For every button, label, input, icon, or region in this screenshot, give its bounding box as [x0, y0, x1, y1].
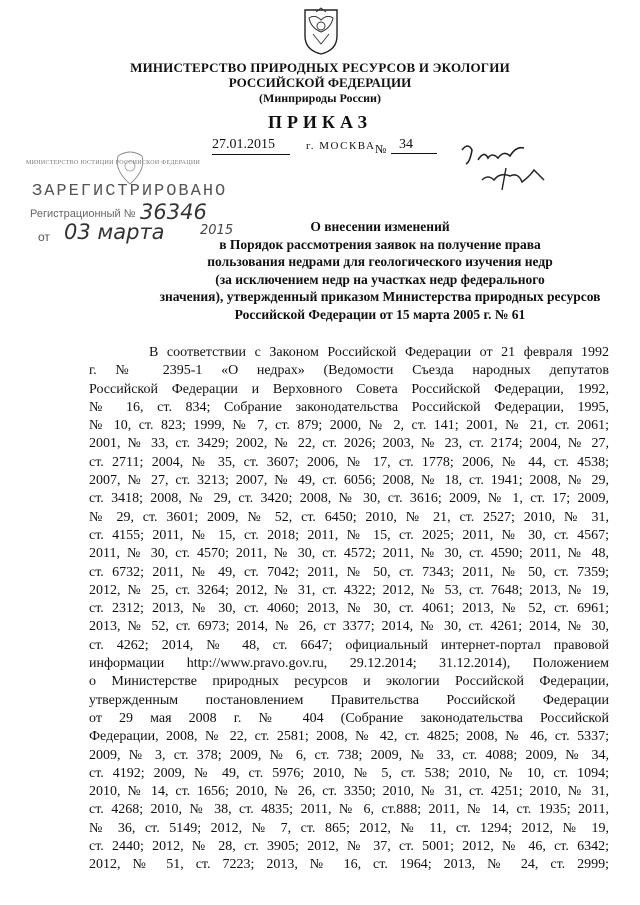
title-line: О внесении изменений — [310, 219, 450, 234]
document-title — [140, 218, 620, 323]
stamp-registered-label: ЗАРЕГИСТРИРОВАНО — [32, 182, 228, 201]
order-number-label: № — [375, 142, 387, 156]
body-line: 2012, № 25, ст. 3264; 2012, № 31, ст. 4322; 2012, № 53, ст. 7648; 2013, № 19, — [89, 582, 609, 598]
stamp-reg-number-label: Регистрационный № — [30, 208, 136, 220]
body-line: № 10, ст. 823; 1999, № 7, ст. 879; 2000, № 2, ст. 141; 2001, № 21, ст. 2061; — [89, 418, 609, 434]
body-line: ст. 4268; 2010, № 38, ст. 4835; 2011, № 6, ст.888; 2011, № 14, ст. 1935; 2011, — [89, 802, 609, 818]
order-number: 34 — [391, 137, 437, 154]
body-line: г. № 2395-1 «О недрах» (Ведомости Съезда народных депутатов — [89, 363, 609, 379]
body-line: 2010, № 14, ст. 1656; 2010, № 26, ст. 3350; 2010, № 31, ст. 4251; 2010, № 31, — [89, 784, 609, 800]
stamp-from-label: от — [38, 230, 50, 244]
order-city: г. МОСКВА — [306, 140, 376, 152]
body-line: № 36, ст. 5149; 2012, № 7, ст. 865; 2012, № 11, ст. 1294; 2012, № 19, — [89, 820, 609, 836]
stamp-reg-number: 36346 — [140, 200, 207, 224]
body-line: 2013, № 52, ст. 6973; 2014, № 26, ст 3377; 2014, № 30, ст. 4261; 2014, № 30, — [89, 619, 609, 635]
body-line: 2012, № 51, ст. 7223; 2013, № 16, ст. 1964; 2013, № 24, ст. 2999; — [89, 857, 609, 873]
body-line: ст. 2312; 2013, № 30, ст. 4060; 2013, № 30, ст. 4061; 2013, № 52, ст. 6961; — [89, 601, 609, 617]
ministry-short-name: (Минприроды России) — [259, 91, 381, 105]
body-line: ст. 2440; 2012, № 28, ст. 3905; 2012, № 37, ст. 5001; 2012, № 46, ст. 6342; — [89, 839, 609, 855]
body-line: Федерации, 2008, № 22, ст. 2581; 2008, № 42, ст. 4825; 2008, № 46, ст. 5337; — [89, 729, 609, 745]
body-line: 2001, № 33, ст. 3429; 2002, № 22, ст. 2026; 2003, № 23, ст. 2174; 2004, № 27, — [89, 436, 609, 452]
body-line: ст. 6732; 2011, № 49, ст. 7042; 2011, № 50, ст. 7343; 2011, № 50, ст. 7359; — [89, 564, 609, 580]
ministry-country: РОССИЙСКОЙ ФЕДЕРАЦИИ — [228, 75, 412, 90]
body-line: ст. 3418; 2008, № 29, ст. 3420; 2008, № 30, ст. 3616; 2009, № 1, ст. 17; 2009, — [89, 491, 609, 507]
order-date: 27.01.2015 — [212, 137, 290, 155]
body-line: № 16, ст. 834; Собрание законодательства Российской Федерации, 1995, — [89, 399, 609, 415]
body-line: № 29, ст. 3601; 2009, № 52, ст. 6450; 2010, № 21, ст. 2527; 2010, № 31, — [89, 509, 609, 525]
body-line: информации http://www.pravo.gov.ru, 29.12.2014; 31.12.2014), Положением — [89, 656, 609, 672]
stamp-reg-year: 2015 — [200, 223, 234, 238]
body-line: ст. 4155; 2011, № 15, ст. 2018; 2011, № 15, ст. 2025; 2011, № 30, ст. 4567; — [89, 527, 609, 543]
document-type: ПРИКАЗ — [267, 112, 373, 132]
body-line: Российской Федерации и Верховного Совета Российской Федерации, 1992, — [89, 381, 609, 397]
coat-of-arms-emblem — [299, 6, 343, 56]
body-line: 2011, № 30, ст. 4570; 2011, № 30, ст. 4572; 2011, № 30, ст. 4590; 2011, № 48, — [89, 546, 609, 562]
title-line: (за исключением недр на участках недр федерального — [215, 271, 545, 287]
body-line: 2009, № 3, ст. 378; 2009, № 6, ст. 738; 2009, № 33, ст. 4088; 2009, № 34, — [89, 747, 609, 763]
body-line: ст. 2711; 2004, № 35, ст. 3607; 2006, № 17, ст. 1778; 2006, № 44, ст. 4538; — [89, 454, 609, 470]
body-line: от 29 мая 2008 г. № 404 (Собрание законодательства Российской — [89, 710, 609, 726]
title-line: Российской Федерации от 15 марта 2005 г. № 61 — [234, 306, 526, 322]
stamp-header: МИНИСТЕРСТВО ЮСТИЦИИ РОССИЙСКОЙ ФЕДЕРАЦИИ — [26, 160, 201, 166]
body-line: утвержденным постановлением Правительства Российской Федерации — [89, 692, 609, 708]
body-line: В соответствии с Законом Российской Федерации от 21 февраля 1992 — [149, 345, 609, 360]
handwritten-signature — [458, 140, 568, 192]
ministry-name: МИНИСТЕРСТВО ПРИРОДНЫХ РЕСУРСОВ И ЭКОЛОГИИ — [130, 60, 510, 75]
title-line: в Порядок рассмотрения заявок на получение права — [219, 236, 541, 252]
stamp-reg-date: 03 марта — [64, 220, 165, 244]
body-line: ст. 4192; 2009, № 49, ст. 5976; 2010, № 5, ст. 538; 2010, № 10, ст. 1094; — [89, 765, 609, 781]
title-line: значения), утвержденный приказом Министерства природных ресурсов — [159, 289, 601, 304]
body-line: о Министерстве природных ресурсов и экологии Российской Федерации, — [89, 674, 609, 690]
title-line: пользования недрами для геологического изучения недр — [207, 254, 553, 269]
body-line: ст. 4262; 2014, № 48, ст. 6647; официальный интернет-портал правовой — [89, 637, 609, 653]
document-body — [89, 344, 609, 875]
body-line: 2007, № 27, ст. 3213; 2007, № 49, ст. 6056; 2008, № 18, ст. 1941; 2008, № 29, — [89, 473, 609, 489]
